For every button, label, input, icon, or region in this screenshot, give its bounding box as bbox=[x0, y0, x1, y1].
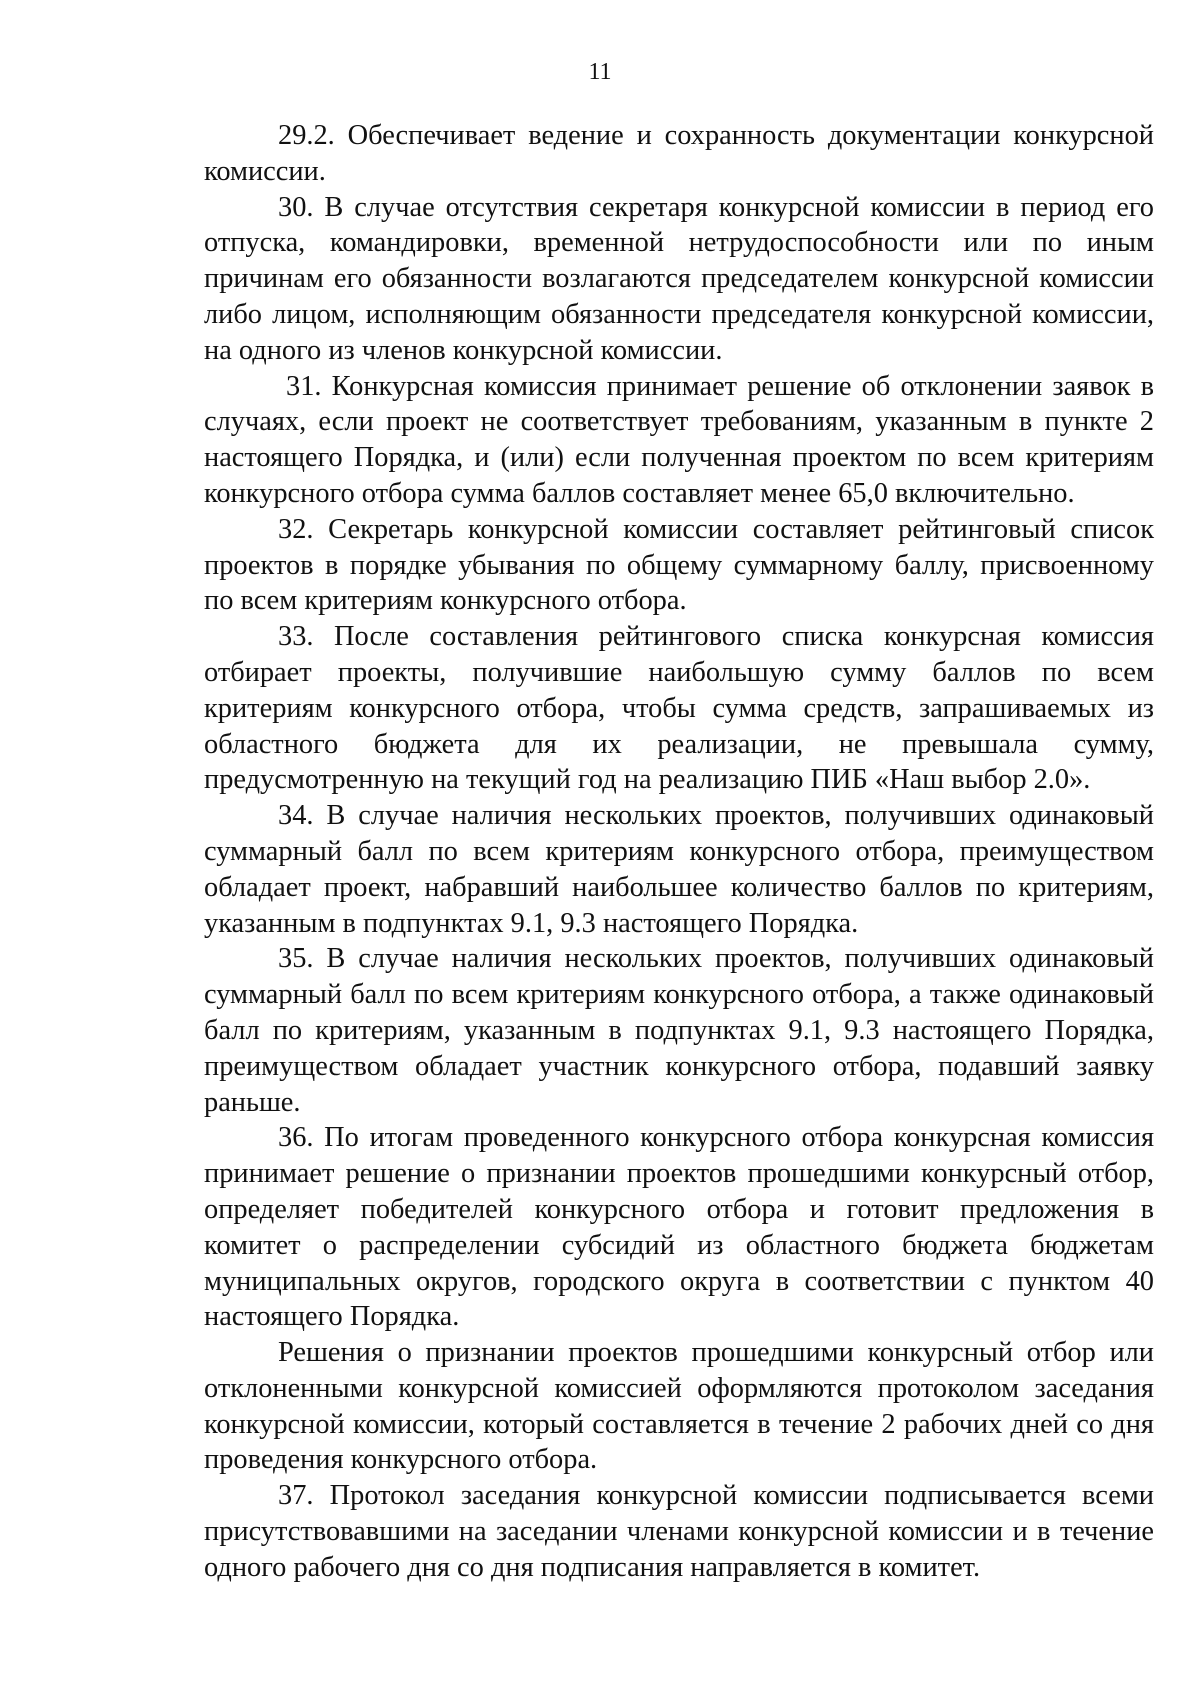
paragraph-33: 33. После составления рейтингового списка конкурсная комиссия отбирает проекты, получившие наибольшую сумму баллов по всем критериям конкурсного отбора, чтобы сумма средств, запрашиваемых из областного бюджета для их реализации, не превышала сумму, предусмотренную на текущий год на реализацию ПИБ «Наш выбор 2.0». bbox=[204, 621, 1154, 796]
paragraph-37: 37. Протокол заседания конкурсной комиссии подписывается всеми присутствовавшими на заседании членами конкурсной комиссии и в течение одного рабочего дня со дня подписания направляется в комитет. bbox=[204, 1480, 1154, 1583]
paragraph-29-2: 29.2. Обеспечивает ведение и сохранность документации конкурсной комиссии. bbox=[204, 120, 1154, 187]
paragraph-34: 34. В случае наличия нескольких проектов, получивших одинаковый суммарный балл по всем критериям конкурсного отбора, преимуществом обладает проект, набравший наибольшее количество баллов по критериям, указанным в подпунктах 9.1, 9.3 настоящего Порядка. bbox=[204, 800, 1154, 939]
paragraph-36: 36. По итогам проведенного конкурсного отбора конкурсная комиссия принимает решение о признании проектов прошедшими конкурсный отбор, определяет победителей конкурсного отбора и готовит предложения в комитет о распределении субсидий из областного бюджета бюджетам муниципальных округов, городского округа в соответствии с пунктом 40 настоящего Порядка. bbox=[204, 1122, 1154, 1333]
paragraph-35: 35. В случае наличия нескольких проектов, получивших одинаковый суммарный балл по всем критериям конкурсного отбора, а также одинаковый балл по критериям, указанным в подпунктах 9.1, 9.3 настоящего Порядка, преимуществом обладает участник конкурсного отбора, подавший заявку раньше. bbox=[204, 943, 1154, 1118]
document-body bbox=[204, 118, 1154, 1586]
paragraph-31: 31. Конкурсная комиссия принимает решение об отклонении заявок в случаях, если проект не соответствует требованиям, указанным в пункте 2 настоящего Порядка, и (или) если полученная проектом по всем критериям конкурсного отбора сумма баллов составляет менее 65,0 включительно. bbox=[204, 370, 1154, 509]
page-number: 11 bbox=[588, 59, 612, 85]
paragraph-32: 32. Секретарь конкурсной комиссии составляет рейтинговый список проектов в порядке убывания по общему суммарному баллу, присвоенному по всем критериям конкурсного отбора. bbox=[204, 513, 1154, 617]
paragraph-36-decision: Решения о признании проектов прошедшими конкурсный отбор или отклоненными конкурсной комиссией оформляются протоколом заседания конкурсной комиссии, который составляется в течение 2 рабочих дней со дня проведения конкурсного отбора. bbox=[204, 1337, 1154, 1476]
paragraph-30: 30. В случае отсутствия секретаря конкурсной комиссии в период его отпуска, командировки, временной нетрудоспособности или по иным причинам его обязанности возлагаются председателем конкурсной комиссии либо лицом, исполняющим обязанности председателя конкурсной комиссии, на одного из членов конкурсной комиссии. bbox=[204, 191, 1154, 366]
